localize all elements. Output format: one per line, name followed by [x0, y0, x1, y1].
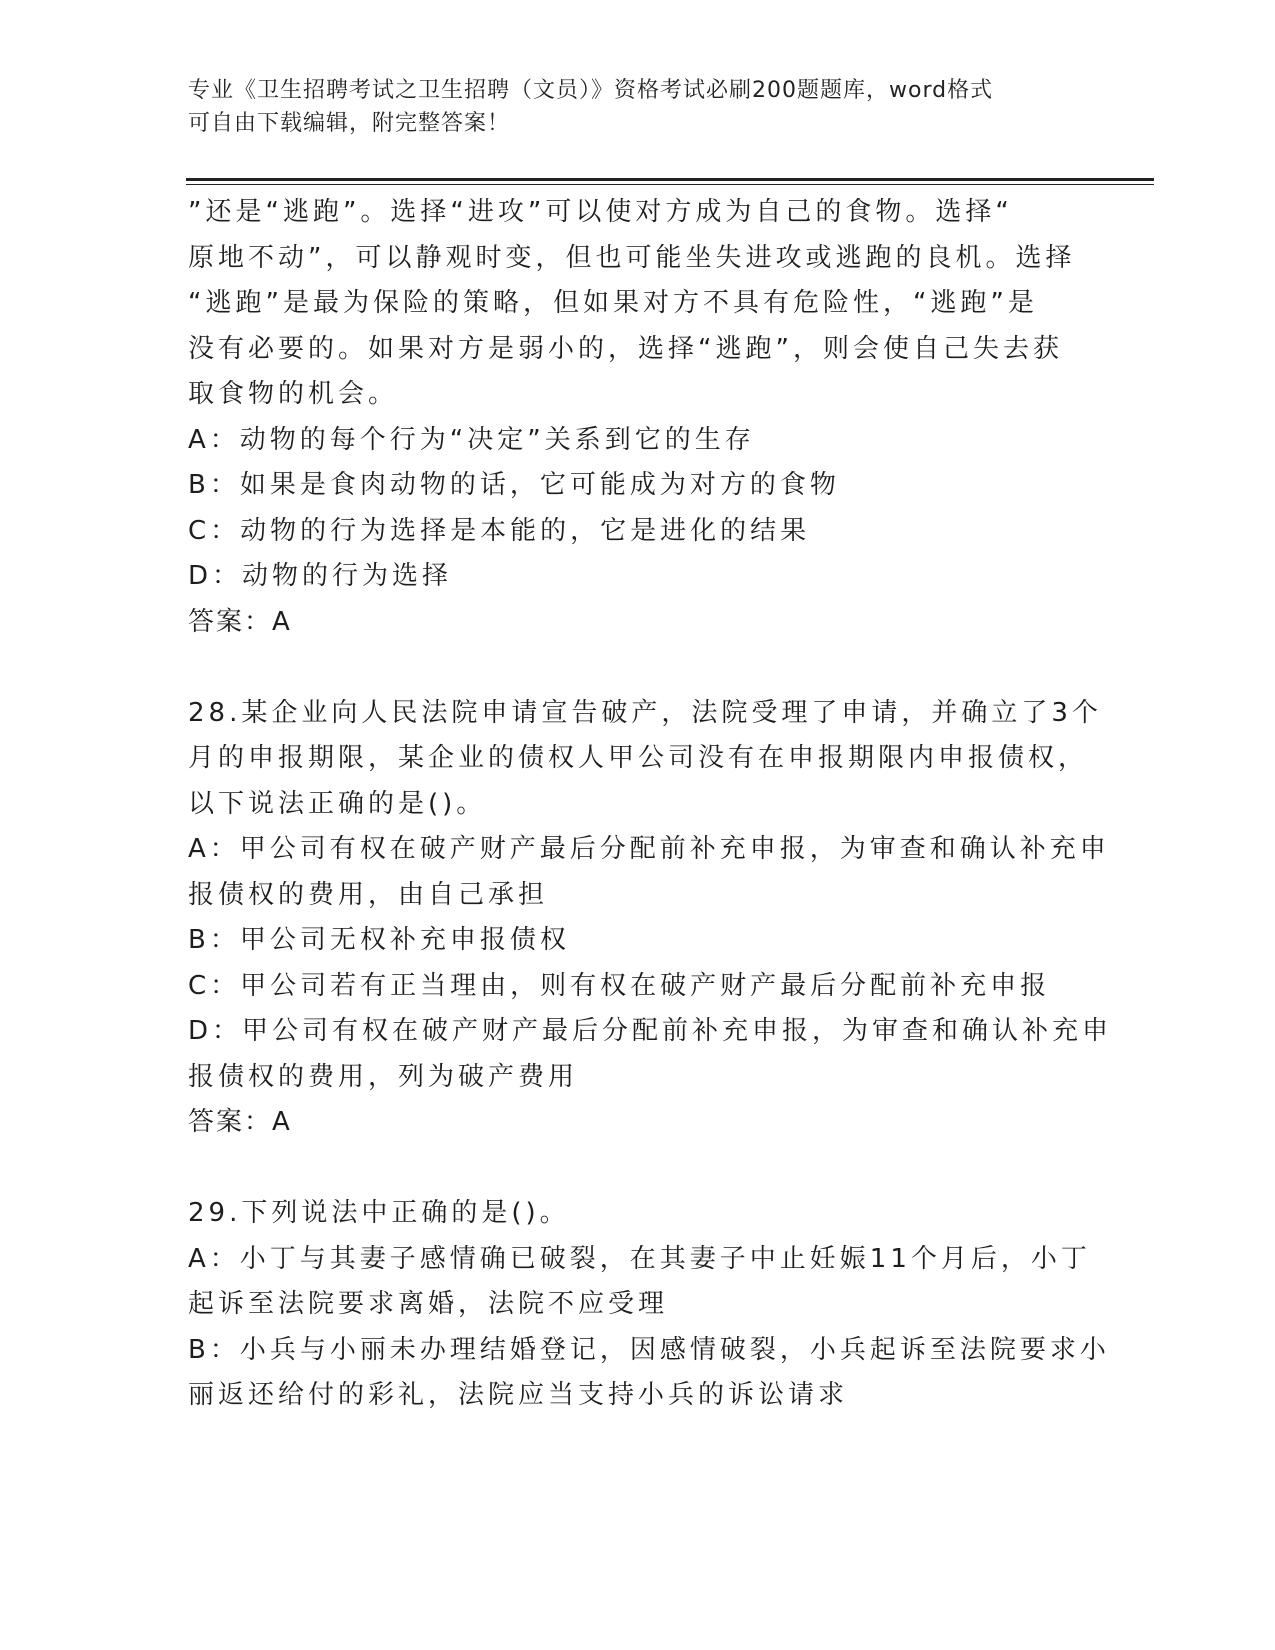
page-header: [188, 74, 1088, 140]
option-b-continued: 丽返还给付的彩礼，法院应当支持小兵的诉讼请求: [188, 1380, 849, 1410]
option-c: C：动物的行为选择是本能的，它是进化的结果: [188, 515, 811, 546]
option-b: B：小兵与小丽未办理结婚登记，因感情破裂，小兵起诉至法院要求小: [188, 1334, 1110, 1365]
option-a-continued: 报债权的费用，由自己承担: [188, 879, 549, 910]
header-divider-thin: [186, 184, 1154, 185]
option-a: A：小丁与其妻子感情确已破裂，在其妻子中止妊娠11个月后，小丁: [188, 1243, 1091, 1274]
question-29: [188, 1191, 1110, 1419]
option-d: D：甲公司有权在破产财产最后分配前补充申报，为审查和确认补充申: [188, 1016, 1113, 1046]
spacer: [188, 1146, 1088, 1192]
header-title-line-1: 专业《卫生招聘考试之卫生招聘（文员）》资格考试必刷200题题库，word格式: [188, 78, 994, 103]
question-stem-line: 28.某企业向人民法院申请宣告破产，法院受理了申请，并确立了3个: [188, 697, 1102, 728]
question-28: [188, 691, 1113, 1146]
option-a-continued: 起诉至法院要求离婚，法院不应受理: [188, 1289, 669, 1319]
option-d-continued: 报债权的费用，列为破产费用: [188, 1061, 579, 1092]
answer-line: 答案：A: [188, 1107, 292, 1137]
question-27-continuation: [188, 190, 1088, 645]
question-stem-line: 29.下列说法中正确的是()。: [188, 1198, 570, 1228]
question-stem-line: 以下说法正确的是()。: [188, 788, 487, 819]
question-text-line: ”还是“逃跑”。选择“进攻”可以使对方成为自己的食物。选择“: [188, 197, 1013, 227]
option-c: C：甲公司若有正当理由，则有权在破产财产最后分配前补充申报: [188, 970, 1051, 1001]
option-d: D：动物的行为选择: [188, 561, 453, 591]
document-body: [188, 190, 1113, 1419]
option-a: A：甲公司有权在破产财产最后分配前补充申报，为审查和确认补充申: [188, 834, 1110, 864]
option-a: A：动物的每个行为“决定”关系到它的生存: [188, 424, 755, 455]
answer-line: 答案：A: [188, 606, 292, 637]
question-stem-line: 月的申报期限，某企业的债权人甲公司没有在申报期限内申报债权，: [188, 743, 1089, 773]
question-text-line: 取食物的机会。: [188, 379, 399, 409]
option-b: B：如果是食肉动物的话，它可能成为对方的食物: [188, 470, 840, 500]
option-b: B：甲公司无权补充申报债权: [188, 925, 570, 955]
header-divider-thick: [186, 178, 1154, 181]
question-text-line: 原地不动”，可以静观时变，但也可能坐失进攻或逃跑的良机。选择: [188, 242, 1076, 273]
question-text-line: 没有必要的。如果对方是弱小的，选择“逃跑”，则会使自己失去获: [188, 333, 1063, 364]
question-text-line: “逃跑”是最为保险的策略，但如果对方不具有危险性，“逃跑”是: [188, 288, 1038, 318]
header-title-line-2: 可自由下载编辑，附完整答案！: [188, 111, 511, 136]
spacer: [188, 645, 1088, 691]
